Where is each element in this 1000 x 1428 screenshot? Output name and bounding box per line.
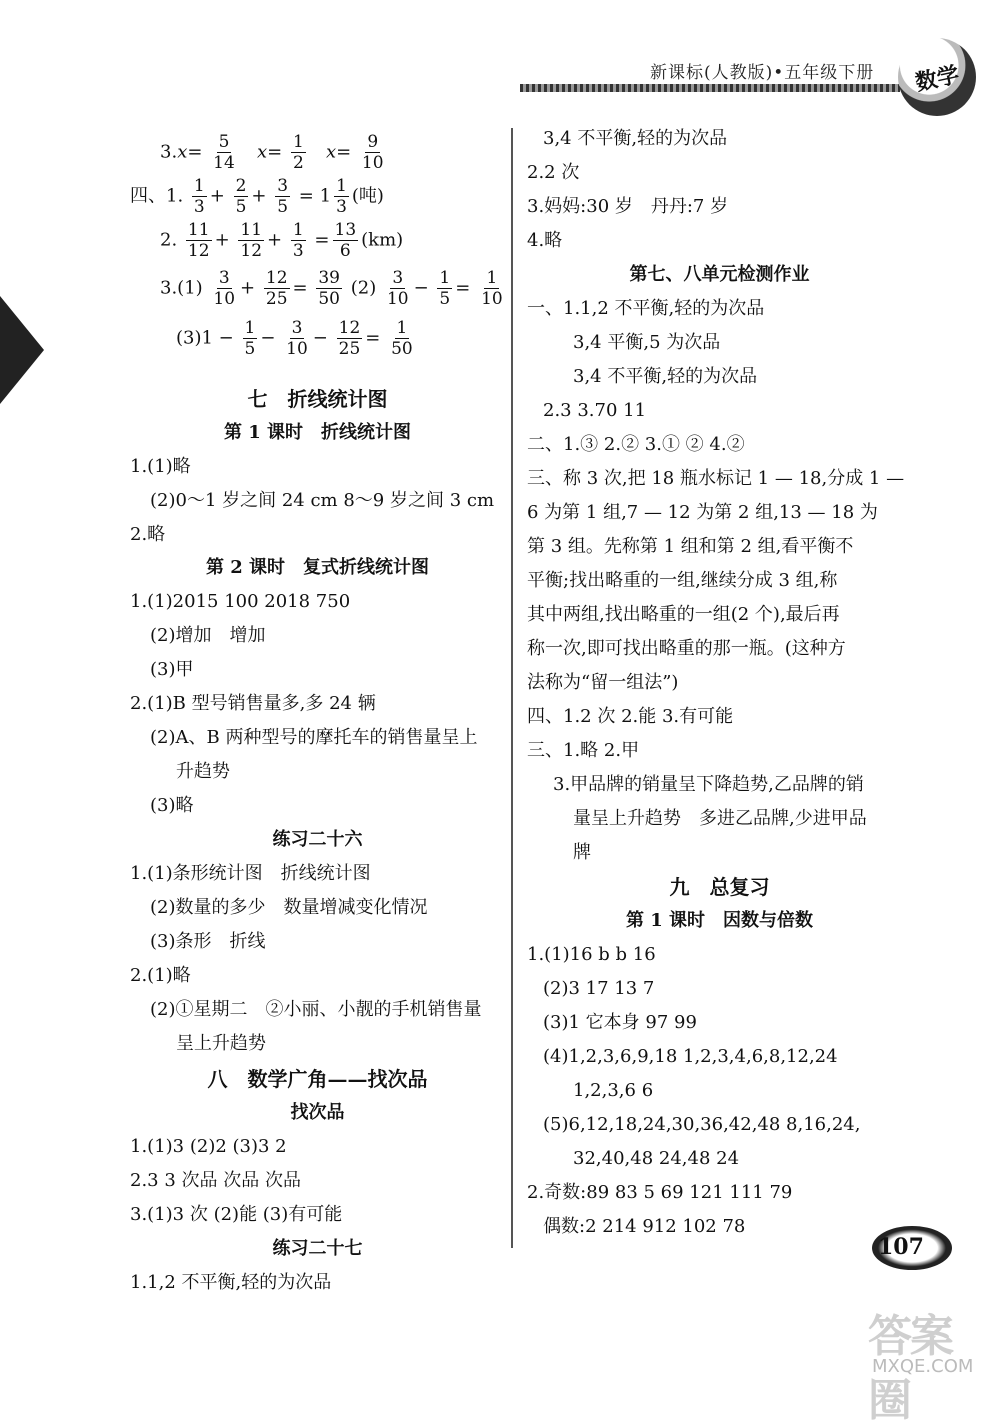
- watermark-url: MXQE.COM: [872, 1356, 974, 1377]
- answer-line: 1.(1)略: [130, 456, 191, 477]
- answer-line: (3)1 − $\frac{1}{5}$ − $\frac{3}{10}$ − $\frac{12}{25}$ = $\frac{1}{50}$: [176, 318, 413, 359]
- answer-line: 3,4 平衡,5 为次品: [573, 332, 721, 353]
- answer-line: 量呈上升趋势 多进乙品牌,少进甲品: [573, 808, 867, 829]
- answer-line: (2)①星期二 ②小丽、小靓的手机销售量: [150, 999, 482, 1020]
- answer-line: 3.x= $\frac{5}{14}$ x= $\frac{1}{2}$ x= $\frac{9}{10}$: [160, 132, 384, 173]
- fraction: $\frac{1}{5}$: [439, 268, 451, 309]
- answer-line: 1,2,3,6 6: [573, 1080, 654, 1101]
- page-edge-mark: [0, 296, 44, 404]
- fraction: $\frac{11}{12}$: [187, 220, 210, 261]
- page-number: 107: [878, 1234, 924, 1260]
- answer-line: 6 为第 1 组,7 — 12 为第 2 组,13 — 18 为: [527, 502, 878, 523]
- chapter-heading: 八 数学广角——找次品: [207, 1067, 428, 1091]
- answer-line: 第 3 组。先称第 1 组和第 2 组,看平衡不: [527, 536, 854, 557]
- watermark: [868, 1300, 988, 1426]
- fraction: $\frac{3}{10}$: [213, 268, 236, 309]
- answer-line: (3)条形 折线: [150, 931, 266, 952]
- fraction: $\frac{39}{50}$: [318, 268, 340, 309]
- section-heading: 第 1 课时 因数与倍数: [625, 910, 814, 931]
- fraction: $\frac{3}{10}$: [386, 268, 409, 309]
- fraction: $\frac{13}{6}$: [334, 220, 357, 261]
- column-divider: [511, 128, 513, 1248]
- answer-line: 1.(1)16 b b 16: [527, 944, 656, 965]
- answer-line: 2.3 3.70 11: [543, 400, 647, 421]
- fraction: $\frac{3}{5}$: [277, 176, 289, 217]
- decorative-band: [520, 84, 900, 92]
- answer-line: 3.妈妈:30 岁 丹丹:7 岁: [527, 196, 729, 217]
- answer-line: (2)0～1 岁之间 24 cm 8～9 岁之间 3 cm: [150, 490, 495, 511]
- answer-line: 一、1.1,2 不平衡,轻的为次品: [527, 298, 765, 319]
- answer-line: 32,40,48 24,48 24: [573, 1148, 740, 1169]
- section-heading: 找次品: [290, 1102, 345, 1123]
- subject-badge-label: 数学: [913, 61, 962, 96]
- fraction: $\frac{1}{5}$: [244, 318, 256, 359]
- answer-line: 2.(1)略: [130, 965, 191, 986]
- answer-line: (2)数量的多少 数量增减变化情况: [150, 897, 428, 918]
- answer-line: 2. $\frac{11}{12}$ + $\frac{11}{12}$ + $\frac{1}{3}$ = $\frac{13}{6}$ (km): [160, 220, 404, 261]
- answer-line: 其中两组,找出略重的一组(2 个),最后再: [527, 604, 840, 625]
- answer-line: 1.(1)3 (2)2 (3)3 2: [130, 1136, 287, 1157]
- answer-line: 4.略: [527, 230, 563, 251]
- fraction: $\frac{3}{10}$: [286, 318, 308, 359]
- answer-line: 1.(1)条形统计图 折线统计图: [130, 863, 371, 884]
- page-number-badge: [872, 1220, 982, 1280]
- answer-line: 3.(1) $\frac{3}{10}$ + $\frac{12}{25}$ = $\frac{39}{50}$ (2) $\frac{3}{10}$ − $\frac{1}{5}$ = $\frac{1}{10}$: [160, 268, 503, 309]
- section-heading: 练习二十七: [272, 1238, 363, 1259]
- book-title: 新课标(人教版)•五年级下册: [650, 63, 875, 83]
- answer-line: 三、1.略 2.甲: [527, 740, 640, 761]
- answer-line: (5)6,12,18,24,30,36,42,48 8,16,24,: [543, 1114, 861, 1135]
- answer-line: 四、1. $\frac{1}{3}$ + $\frac{2}{5}$ + $\frac{3}{5}$ = 1 $\frac{1}{3}$ (吨): [130, 176, 384, 217]
- answer-line: 2.奇数:89 83 5 69 121 111 79: [527, 1182, 793, 1203]
- answer-line: 2.2 次: [527, 162, 580, 183]
- answer-line: 2.3 3 次品 次品 次品: [130, 1170, 301, 1191]
- section-heading: 第 1 课时 折线统计图: [223, 422, 412, 443]
- section-heading: 第七、八单元检测作业: [629, 264, 810, 285]
- fraction: $\frac{12}{25}$: [265, 268, 288, 309]
- fraction: $\frac{1}{3}$: [336, 176, 347, 217]
- fraction: $\frac{2}{5}$: [235, 176, 247, 217]
- fraction: $\frac{1}{50}$: [391, 318, 413, 359]
- answer-line: 称一次,即可找出略重的那一瓶。(这种方: [527, 638, 846, 659]
- fraction: $\frac{9}{10}$: [361, 132, 384, 173]
- answer-line: 牌: [573, 842, 591, 863]
- answer-line: 二、1.③ 2.② 3.① ② 4.②: [527, 434, 745, 455]
- fraction: $\frac{1}{3}$: [193, 176, 205, 217]
- section-heading: 第 2 课时 复式折线统计图: [205, 557, 430, 578]
- answer-line: (2)增加 增加: [150, 625, 266, 646]
- fraction: $\frac{11}{12}$: [240, 220, 263, 261]
- answer-line: 3,4 不平衡,轻的为次品: [543, 128, 728, 149]
- answer-line: 2.略: [130, 524, 166, 545]
- watermark-logo: 答案圈: [868, 1311, 952, 1426]
- fraction: $\frac{12}{25}$: [338, 318, 361, 359]
- answer-line: 平衡;找出略重的一组,继续分成 3 组,称: [527, 570, 838, 591]
- fraction: $\frac{1}{2}$: [292, 132, 304, 173]
- answer-line: 偶数:2 214 912 102 78: [543, 1216, 746, 1237]
- answer-line: 3,4 不平衡,轻的为次品: [573, 366, 758, 387]
- answer-line: 1.1,2 不平衡,轻的为次品: [130, 1272, 332, 1293]
- answer-line: 3.甲品牌的销量呈下降趋势,乙品牌的销: [553, 774, 864, 795]
- answer-line: 法称为“留一组法”): [527, 672, 679, 693]
- chapter-heading: 九 总复习: [669, 875, 770, 899]
- fraction: $\frac{1}{3}$: [292, 220, 304, 261]
- answer-line: (4)1,2,3,6,9,18 1,2,3,4,6,8,12,24: [543, 1046, 838, 1067]
- subject-badge-icon: [898, 38, 976, 116]
- section-heading: 练习二十六: [272, 829, 363, 850]
- answer-line: 3.(1)3 次 (2)能 (3)有可能: [130, 1204, 343, 1225]
- answer-line: (3)略: [150, 795, 194, 816]
- fraction: $\frac{5}{14}$: [213, 132, 235, 173]
- answer-line: 呈上升趋势: [176, 1033, 266, 1054]
- answer-line: 1.(1)2015 100 2018 750: [130, 591, 351, 612]
- chapter-heading: 七 折线统计图: [247, 387, 388, 411]
- answer-line: 升趋势: [176, 761, 230, 782]
- fraction: $\frac{1}{10}$: [481, 268, 503, 309]
- answer-line: 2.(1)B 型号销售量多,多 24 辆: [130, 693, 376, 714]
- answer-line: (3)甲: [150, 659, 194, 680]
- answer-line: (2)A、B 两种型号的摩托车的销售量呈上: [150, 727, 478, 748]
- answer-line: (3)1 它本身 97 99: [543, 1012, 697, 1033]
- answer-line: (2)3 17 13 7: [543, 978, 655, 999]
- answer-line: 三、称 3 次,把 18 瓶水标记 1 — 18,分成 1 —: [527, 468, 905, 489]
- page-header: [520, 52, 980, 122]
- answer-line: 四、1.2 次 2.能 3.有可能: [527, 706, 734, 727]
